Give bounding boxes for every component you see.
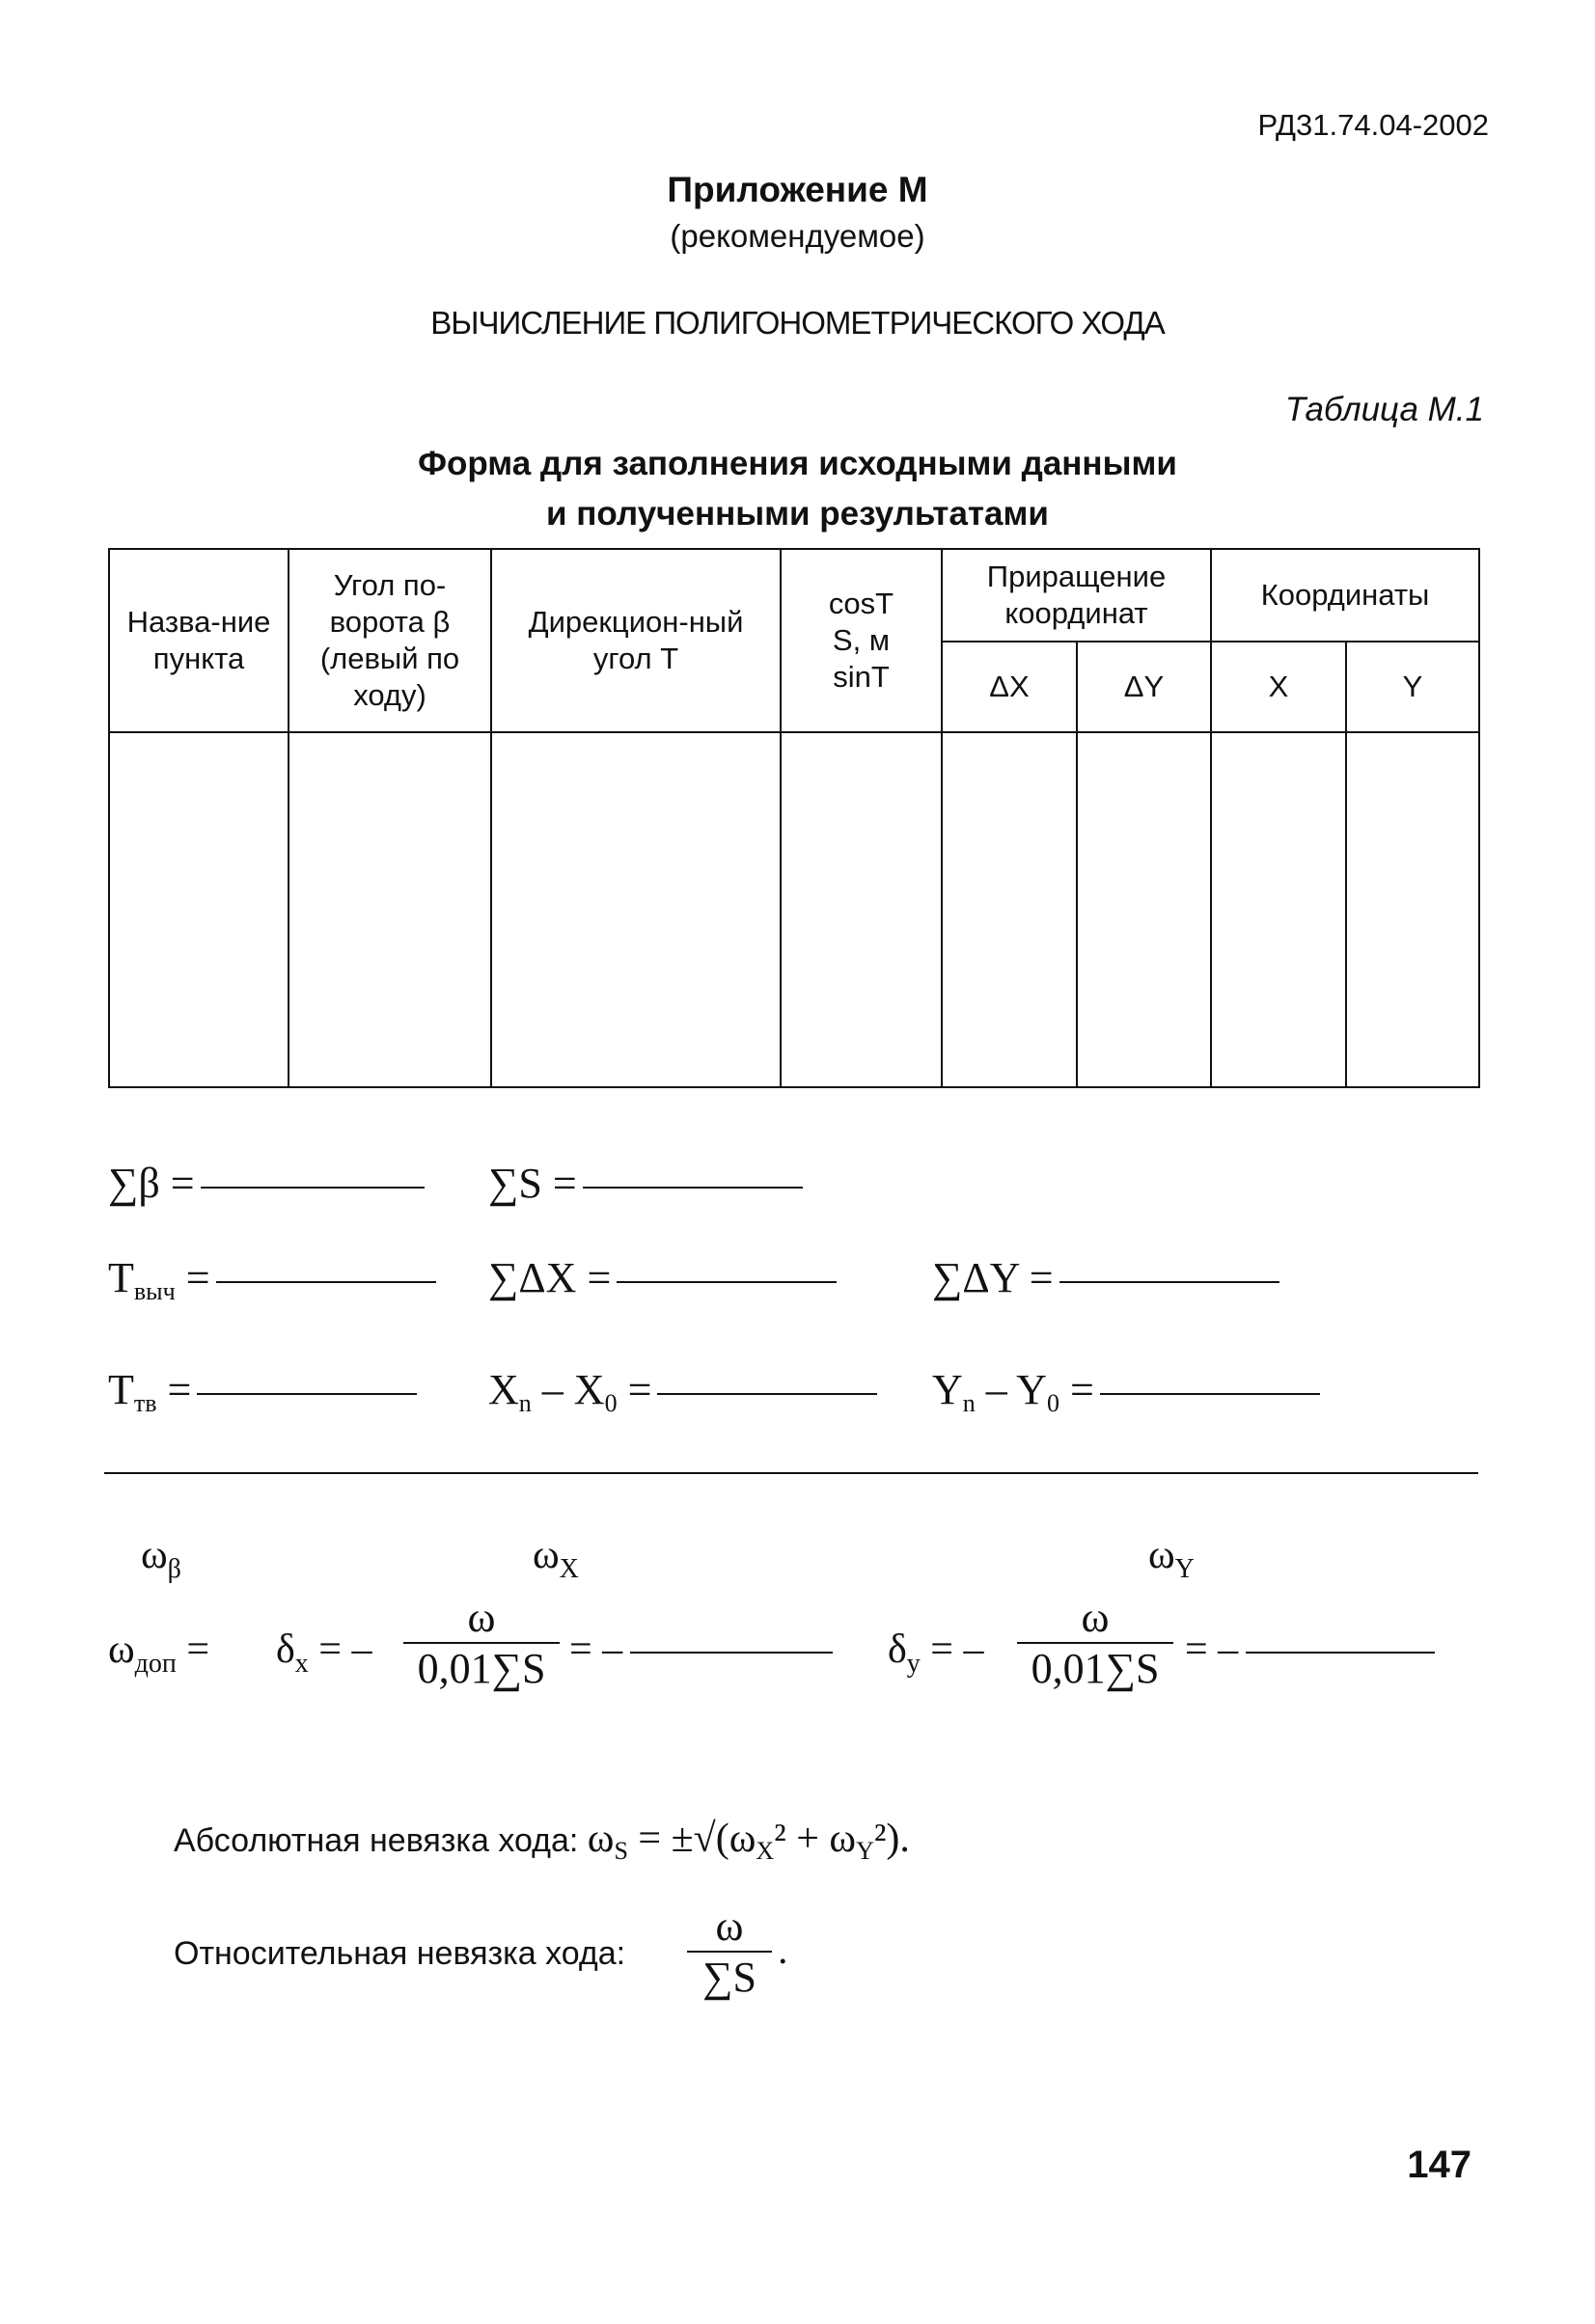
t-given-subscript: тв: [133, 1389, 157, 1417]
section-title: ВЫЧИСЛЕНИЕ ПОЛИГОНОМЕТРИЧЕСКОГО ХОДА: [430, 305, 1165, 341]
yn-symbol: Y: [932, 1366, 963, 1413]
equals-minus: = –: [318, 1627, 372, 1672]
header-trig-distance: [781, 549, 942, 732]
x0-symbol: – X: [531, 1366, 605, 1413]
relative-closure-label: Относительная невязка хода:: [174, 1935, 626, 1972]
table-cell-empty: [289, 732, 491, 1087]
blank-line: [197, 1393, 417, 1395]
page-number: 147: [1407, 2144, 1471, 2186]
blank-line: [630, 1652, 833, 1654]
formula-sum-dx-label: ∑ΔX =: [488, 1254, 612, 1301]
header-coordinates: Координаты: [1211, 549, 1479, 642]
fraction-denominator: 0,01∑S: [1031, 1645, 1160, 1692]
table-caption: [0, 439, 1595, 539]
blank-line: [617, 1281, 837, 1283]
header-point-name: Назва-ние пункта: [109, 549, 289, 732]
header-cos: cosT: [828, 587, 894, 620]
table-caption-line1: Форма для заполнения исходными данными: [418, 445, 1177, 482]
table-cell-empty: [942, 732, 1077, 1087]
equals-sign: =: [1069, 1366, 1094, 1413]
annex-subtitle: (рекомендуемое): [670, 218, 925, 254]
equals-minus: = –: [569, 1627, 623, 1672]
fraction-delta-x: [403, 1594, 560, 1694]
omega-x-subscript: X: [559, 1554, 579, 1584]
fraction-denominator: 0,01∑S: [417, 1645, 546, 1692]
absolute-closure: [174, 1816, 910, 1866]
omega-allowable-subscript: доп: [134, 1649, 177, 1679]
y0-subscript: 0: [1046, 1389, 1059, 1417]
delta-y-subscript: y: [906, 1649, 921, 1679]
blank-line: [1059, 1281, 1279, 1283]
xn-subscript: n: [518, 1389, 532, 1417]
omega-x-subscript: X: [756, 1837, 775, 1865]
table-cell-empty: [491, 732, 781, 1087]
fraction-delta-y: [1017, 1594, 1173, 1694]
header-distance: S, м: [832, 623, 891, 657]
delta-symbol: δ: [276, 1627, 295, 1672]
fraction-numerator: ω: [1081, 1594, 1110, 1641]
absolute-closure-formula: [587, 1817, 910, 1865]
table-cell-empty: [109, 732, 289, 1087]
header-y: Y: [1346, 642, 1479, 732]
omega-symbol: ω: [141, 1533, 168, 1577]
section-divider: [104, 1472, 1478, 1474]
formula-sum-s-label: ∑S =: [488, 1160, 577, 1207]
equals-sign: =: [627, 1366, 652, 1413]
formula-part: ²).: [873, 1817, 910, 1861]
formula-sum-dy: [932, 1254, 1279, 1302]
formula-xn-x0: [488, 1366, 877, 1428]
delta-x-subscript: x: [294, 1649, 309, 1679]
equals-minus: = –: [1185, 1627, 1239, 1672]
yn-subscript: n: [962, 1389, 976, 1417]
xn-symbol: X: [488, 1366, 519, 1413]
relative-closure-fraction: [687, 1902, 772, 2003]
period: .: [778, 1928, 788, 1973]
omega-y: [1148, 1532, 1195, 1585]
formula-sum-s: [488, 1160, 803, 1208]
formula-part: ² + ω: [774, 1817, 857, 1861]
header-increments: Приращение координат: [942, 549, 1211, 642]
equals-sign: =: [167, 1366, 192, 1413]
t-given-symbol: T: [108, 1366, 134, 1413]
header-turn-angle: Угол по-ворота β (левый по ходу): [289, 549, 491, 732]
t-calc-subscript: выч: [133, 1277, 176, 1305]
header-delta-y: ΔY: [1077, 642, 1211, 732]
equals-minus: = –: [930, 1627, 984, 1672]
formula-t-given: [108, 1366, 417, 1428]
table-cell-empty: [1346, 732, 1479, 1087]
x0-subscript: 0: [604, 1389, 618, 1417]
fraction-numerator: ω: [467, 1594, 496, 1641]
formula-sum-dy-label: ∑ΔY =: [932, 1254, 1054, 1301]
formula-sum-beta-label: ∑β =: [108, 1160, 195, 1207]
delta-x: [276, 1627, 371, 1680]
header-sin: sinT: [833, 660, 890, 694]
formula-t-calc: [108, 1254, 436, 1316]
formula-sum-dx: [488, 1254, 837, 1302]
y0-symbol: – Y: [975, 1366, 1047, 1413]
omega-beta: [141, 1532, 181, 1585]
formula-yn-y0: [932, 1366, 1320, 1428]
blank-line: [583, 1187, 803, 1189]
equals-sign: =: [185, 1254, 210, 1301]
omega-s-subscript: S: [614, 1837, 628, 1865]
omega-symbol: ω: [108, 1627, 135, 1672]
blank-line: [1100, 1393, 1320, 1395]
delta-y-result: [1185, 1627, 1435, 1673]
annex-title: Приложение М: [667, 170, 928, 209]
table-cell-empty: [1077, 732, 1211, 1087]
fraction-denominator: ∑S: [702, 1954, 756, 2001]
document-code: РД31.74.04-2002: [1257, 108, 1489, 142]
fraction-numerator: ω: [715, 1902, 744, 1950]
delta-symbol: δ: [888, 1627, 907, 1672]
header-direction-angle: Дирекцион-ный угол T: [491, 549, 781, 732]
blank-line: [1246, 1652, 1435, 1654]
omega-y-subscript: Y: [856, 1837, 874, 1865]
equals-sign: =: [186, 1627, 210, 1672]
absolute-closure-label: Абсолютная невязка хода:: [174, 1822, 579, 1859]
header-x: X: [1211, 642, 1346, 732]
table-cell-empty: [781, 732, 942, 1087]
delta-x-result: [569, 1627, 833, 1673]
omega-x: [533, 1532, 579, 1585]
t-calc-symbol: T: [108, 1254, 134, 1301]
omega-symbol: ω: [1148, 1533, 1175, 1577]
header-delta-x: ΔX: [942, 642, 1077, 732]
formula-sum-beta: [108, 1160, 425, 1208]
omega-allowable: [108, 1627, 209, 1680]
blank-line: [216, 1281, 436, 1283]
omega-symbol: ω: [587, 1817, 615, 1861]
omega-y-subscript: Y: [1174, 1554, 1195, 1584]
traverse-table: [108, 548, 1480, 1088]
table-number: Таблица М.1: [1284, 391, 1484, 428]
delta-y: [888, 1627, 983, 1680]
table-cell-empty: [1211, 732, 1346, 1087]
blank-line: [657, 1393, 877, 1395]
omega-symbol: ω: [533, 1533, 560, 1577]
omega-beta-subscript: β: [167, 1554, 181, 1584]
table-caption-line2: и полученными результатами: [546, 495, 1049, 533]
blank-line: [201, 1187, 425, 1189]
formula-part: = ±√(ω: [627, 1817, 756, 1861]
